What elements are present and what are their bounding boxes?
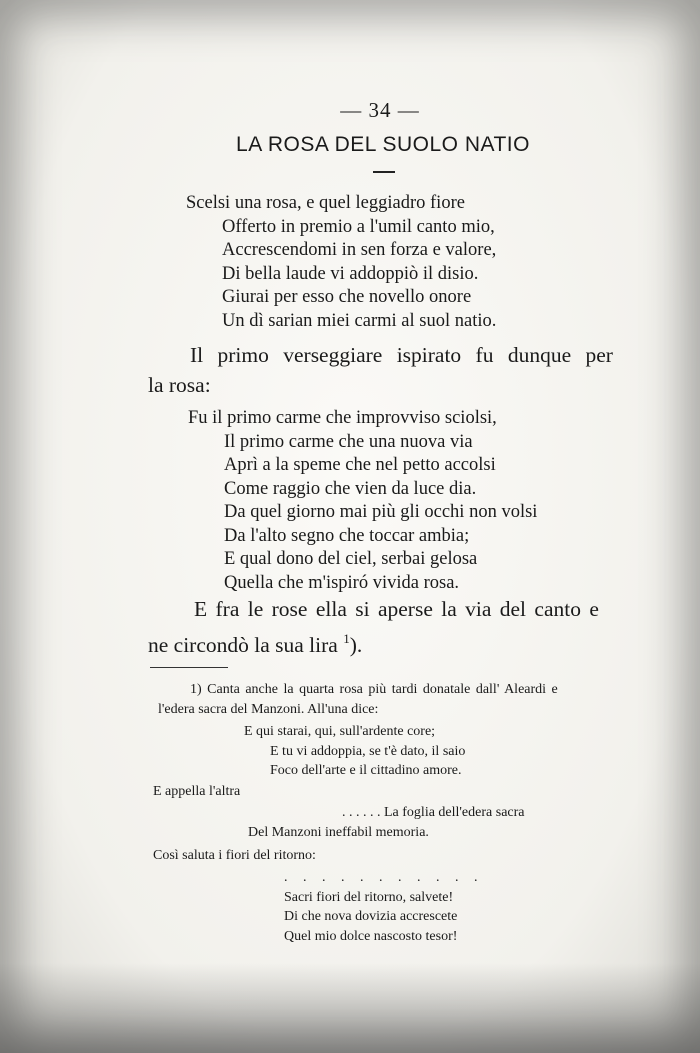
footnote-verse-line: E qui starai, qui, sull'ardente core; <box>244 724 436 739</box>
poem-line: Scelsi una rosa, e quel leggiadro fiore <box>186 193 465 213</box>
poem-stanza-2 <box>188 407 537 595</box>
poem-line: Giurai per esso che novello onore <box>222 287 472 307</box>
scan-bottom-noise <box>0 963 700 1053</box>
poem-stanza-1 <box>186 192 496 333</box>
footnote-verse-2 <box>248 803 525 842</box>
footnote-line: E appella l'altra <box>153 784 241 799</box>
poem-line: Da l'alto segno che toccar ambia; <box>224 525 470 546</box>
footnote-verse-line: E tu vi addoppia, se t'è dato, il saio <box>270 743 466 759</box>
poem-line: Aprì a la speme che nel petto accolsi <box>224 455 496 475</box>
poem-line: Come raggio che vien da luce dia. <box>224 478 477 499</box>
title-rule <box>373 171 395 173</box>
poem-line: Da quel giorno mai più gli occhi non volsi <box>224 502 538 522</box>
poem-line: Offerto in premio a l'umil canto mio, <box>222 216 495 237</box>
poem-line: Di bella laude vi addoppiò il disio. <box>222 263 479 284</box>
footnote-verse-line: Foco dell'arte e il cittadino amore. <box>270 763 462 778</box>
poem-line: Un dì sarian miei carmi al suol natio. <box>222 310 497 331</box>
poem-line: Fu il primo carme che improvviso sciolsi, <box>188 408 497 428</box>
footnote-verse-line: Sacri fiori del ritorno, salvete! <box>284 889 454 905</box>
footnote-verse-line: Quel mio dolce nascosto tesor! <box>284 928 458 944</box>
prose-line-with-footnote-ref <box>148 624 362 660</box>
footnote-reference: 1 <box>343 631 350 646</box>
footnote-verse-3 <box>284 868 484 946</box>
footnote-verse-line: Del Manzoni ineffabil memoria. <box>248 824 429 840</box>
poem-line: Accrescendomi in sen forza e valore, <box>222 240 497 260</box>
footnote-rule <box>150 667 228 668</box>
footnote-verse-line: Di che nova dovizia accrescete <box>284 909 458 924</box>
footnote-line: 1) Canta anche la quarta rosa più tardi donatale dall' Aleardi e <box>190 682 558 697</box>
poem-line: Il primo carme che una nuova via <box>224 431 473 452</box>
poem-line: E qual dono del ciel, serbai gelosa <box>224 549 478 569</box>
footnote-ellipsis-line: . . . . . . . . . . . <box>284 870 484 885</box>
poem-line: Quella che m'ispiró vivida rosa. <box>224 572 460 593</box>
prose-text-end: ). <box>349 633 363 657</box>
footnote-line: l'edera sacra del Manzoni. All'una dice: <box>158 702 379 717</box>
prose-text: ne circondò la sua lira <box>148 633 338 657</box>
prose-line: la rosa: <box>148 373 211 397</box>
page-number: — 34 — <box>340 98 420 122</box>
footnote-verse-line: . . . . . . La foglia dell'edera sacra <box>342 805 525 820</box>
prose-line: E fra le rose ella si aperse la via del canto e <box>194 597 599 621</box>
page-title: LA ROSA DEL SUOLO NATIO <box>236 133 530 156</box>
footnote-line: Così saluta i fiori del ritorno: <box>153 848 316 863</box>
footnote-verse-1 <box>244 722 465 781</box>
prose-line: Il primo verseggiare ispirato fu dunque per <box>190 343 613 367</box>
